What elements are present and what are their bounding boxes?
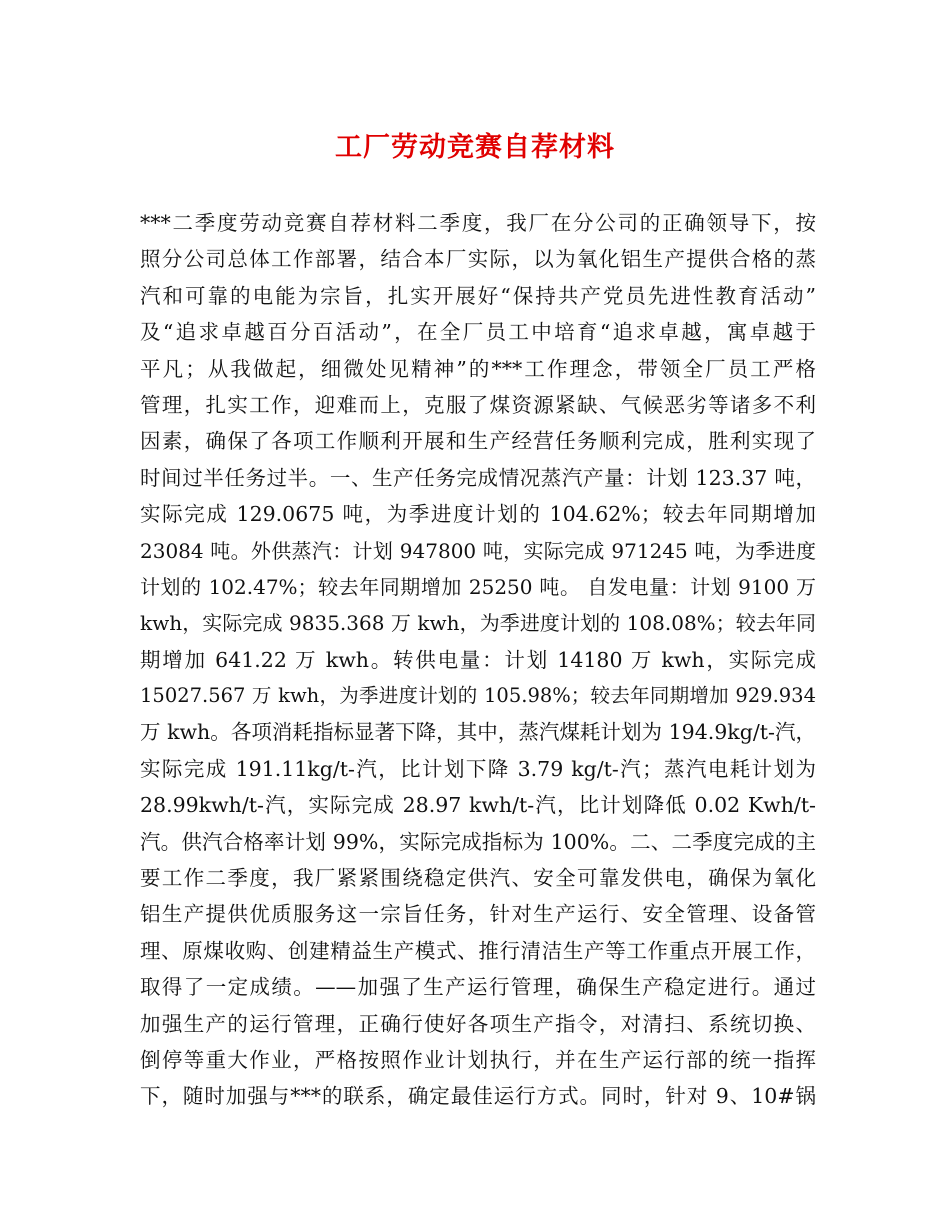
body-line: 下，随时加强与***的联系，确定最佳运行方式。同时，针对 9、10#锅 (140, 1084, 816, 1109)
body-line: 及“追求卓越百分百活动”，在全厂员工中培育“追求卓越，寓卓越于 (140, 320, 816, 345)
body-line: 倒停等重大作业，严格按照作业计划执行，并在生产运行部的统一指挥 (140, 1047, 816, 1072)
body-line: 期增加 641.22 万 kwh。转供电量：计划 14180 万 kwh，实际完成 (140, 647, 816, 672)
document-title: 工厂劳动竞赛自荐材料 (335, 132, 615, 163)
body-line: 23084 吨。外供蒸汽：计划 947800 吨，实际完成 971245 吨，为季进度 (140, 538, 816, 563)
body-line: 因素，确保了各项工作顺利开展和生产经营任务顺利完成，胜利实现了 (140, 429, 816, 454)
body-line: 加强生产的运行管理，正确行使好各项生产指令，对清扫、系统切换、 (140, 1011, 816, 1036)
body-line: kwh，实际完成 9835.368 万 kwh，为季进度计划的 108.08%；较去年同 (140, 611, 816, 636)
body-line: 实际完成 191.11kg/t-汽，比计划下降 3.79 kg/t-汽；蒸汽电耗计划为 (140, 756, 816, 781)
body-line: 管理，扎实工作，迎难而上，克服了煤资源紧缺、气候恶劣等诸多不利 (140, 392, 816, 417)
body-line: 计划的 102.47%；较去年同期增加 25250 吨。 自发电量：计划 9100 万 (140, 574, 816, 599)
body-line: 汽和可靠的电能为宗旨，扎实开展好“保持共产党员先进性教育活动” (140, 283, 816, 308)
body-line: 汽。供汽合格率计划 99%，实际完成指标为 100%。二、二季度完成的主 (140, 829, 816, 854)
body-line: 实际完成 129.0675 吨，为季进度计划的 104.62%；较去年同期增加 (140, 502, 816, 527)
body-line: 万 kwh。各项消耗指标显著下降，其中，蒸汽煤耗计划为 194.9kg/t-汽， (140, 720, 816, 745)
body-line: 时间过半任务过半。一、生产任务完成情况蒸汽产量：计划 123.37 吨， (140, 465, 816, 490)
body-line: 15027.567 万 kwh，为季进度计划的 105.98%；较去年同期增加 929.934 (140, 684, 816, 708)
body-line: 取得了一定成绩。——加强了生产运行管理，确保生产稳定进行。通过 (140, 975, 816, 1000)
body-line: ***二季度劳动竞赛自荐材料二季度，我厂在分公司的正确领导下，按 (140, 211, 816, 235)
body-line: 理、原煤收购、创建精益生产模式、推行清洁生产等工作重点开展工作， (140, 938, 816, 963)
document-body (140, 205, 816, 1115)
body-line: 28.99kwh/t-汽，实际完成 28.97 kwh/t-汽，比计划降低 0.02 Kwh/t- (140, 793, 816, 818)
body-line: 铝生产提供优质服务这一宗旨任务，针对生产运行、安全管理、设备管 (140, 902, 816, 927)
body-line: 平凡；从我做起，细微处见精神”的***工作理念，带领全厂员工严格 (140, 356, 816, 381)
body-line: 要工作二季度，我厂紧紧围绕稳定供汽、安全可靠发供电，确保为氧化 (140, 866, 816, 891)
body-line: 照分公司总体工作部署，结合本厂实际，以为氧化铝生产提供合格的蒸 (140, 247, 816, 272)
